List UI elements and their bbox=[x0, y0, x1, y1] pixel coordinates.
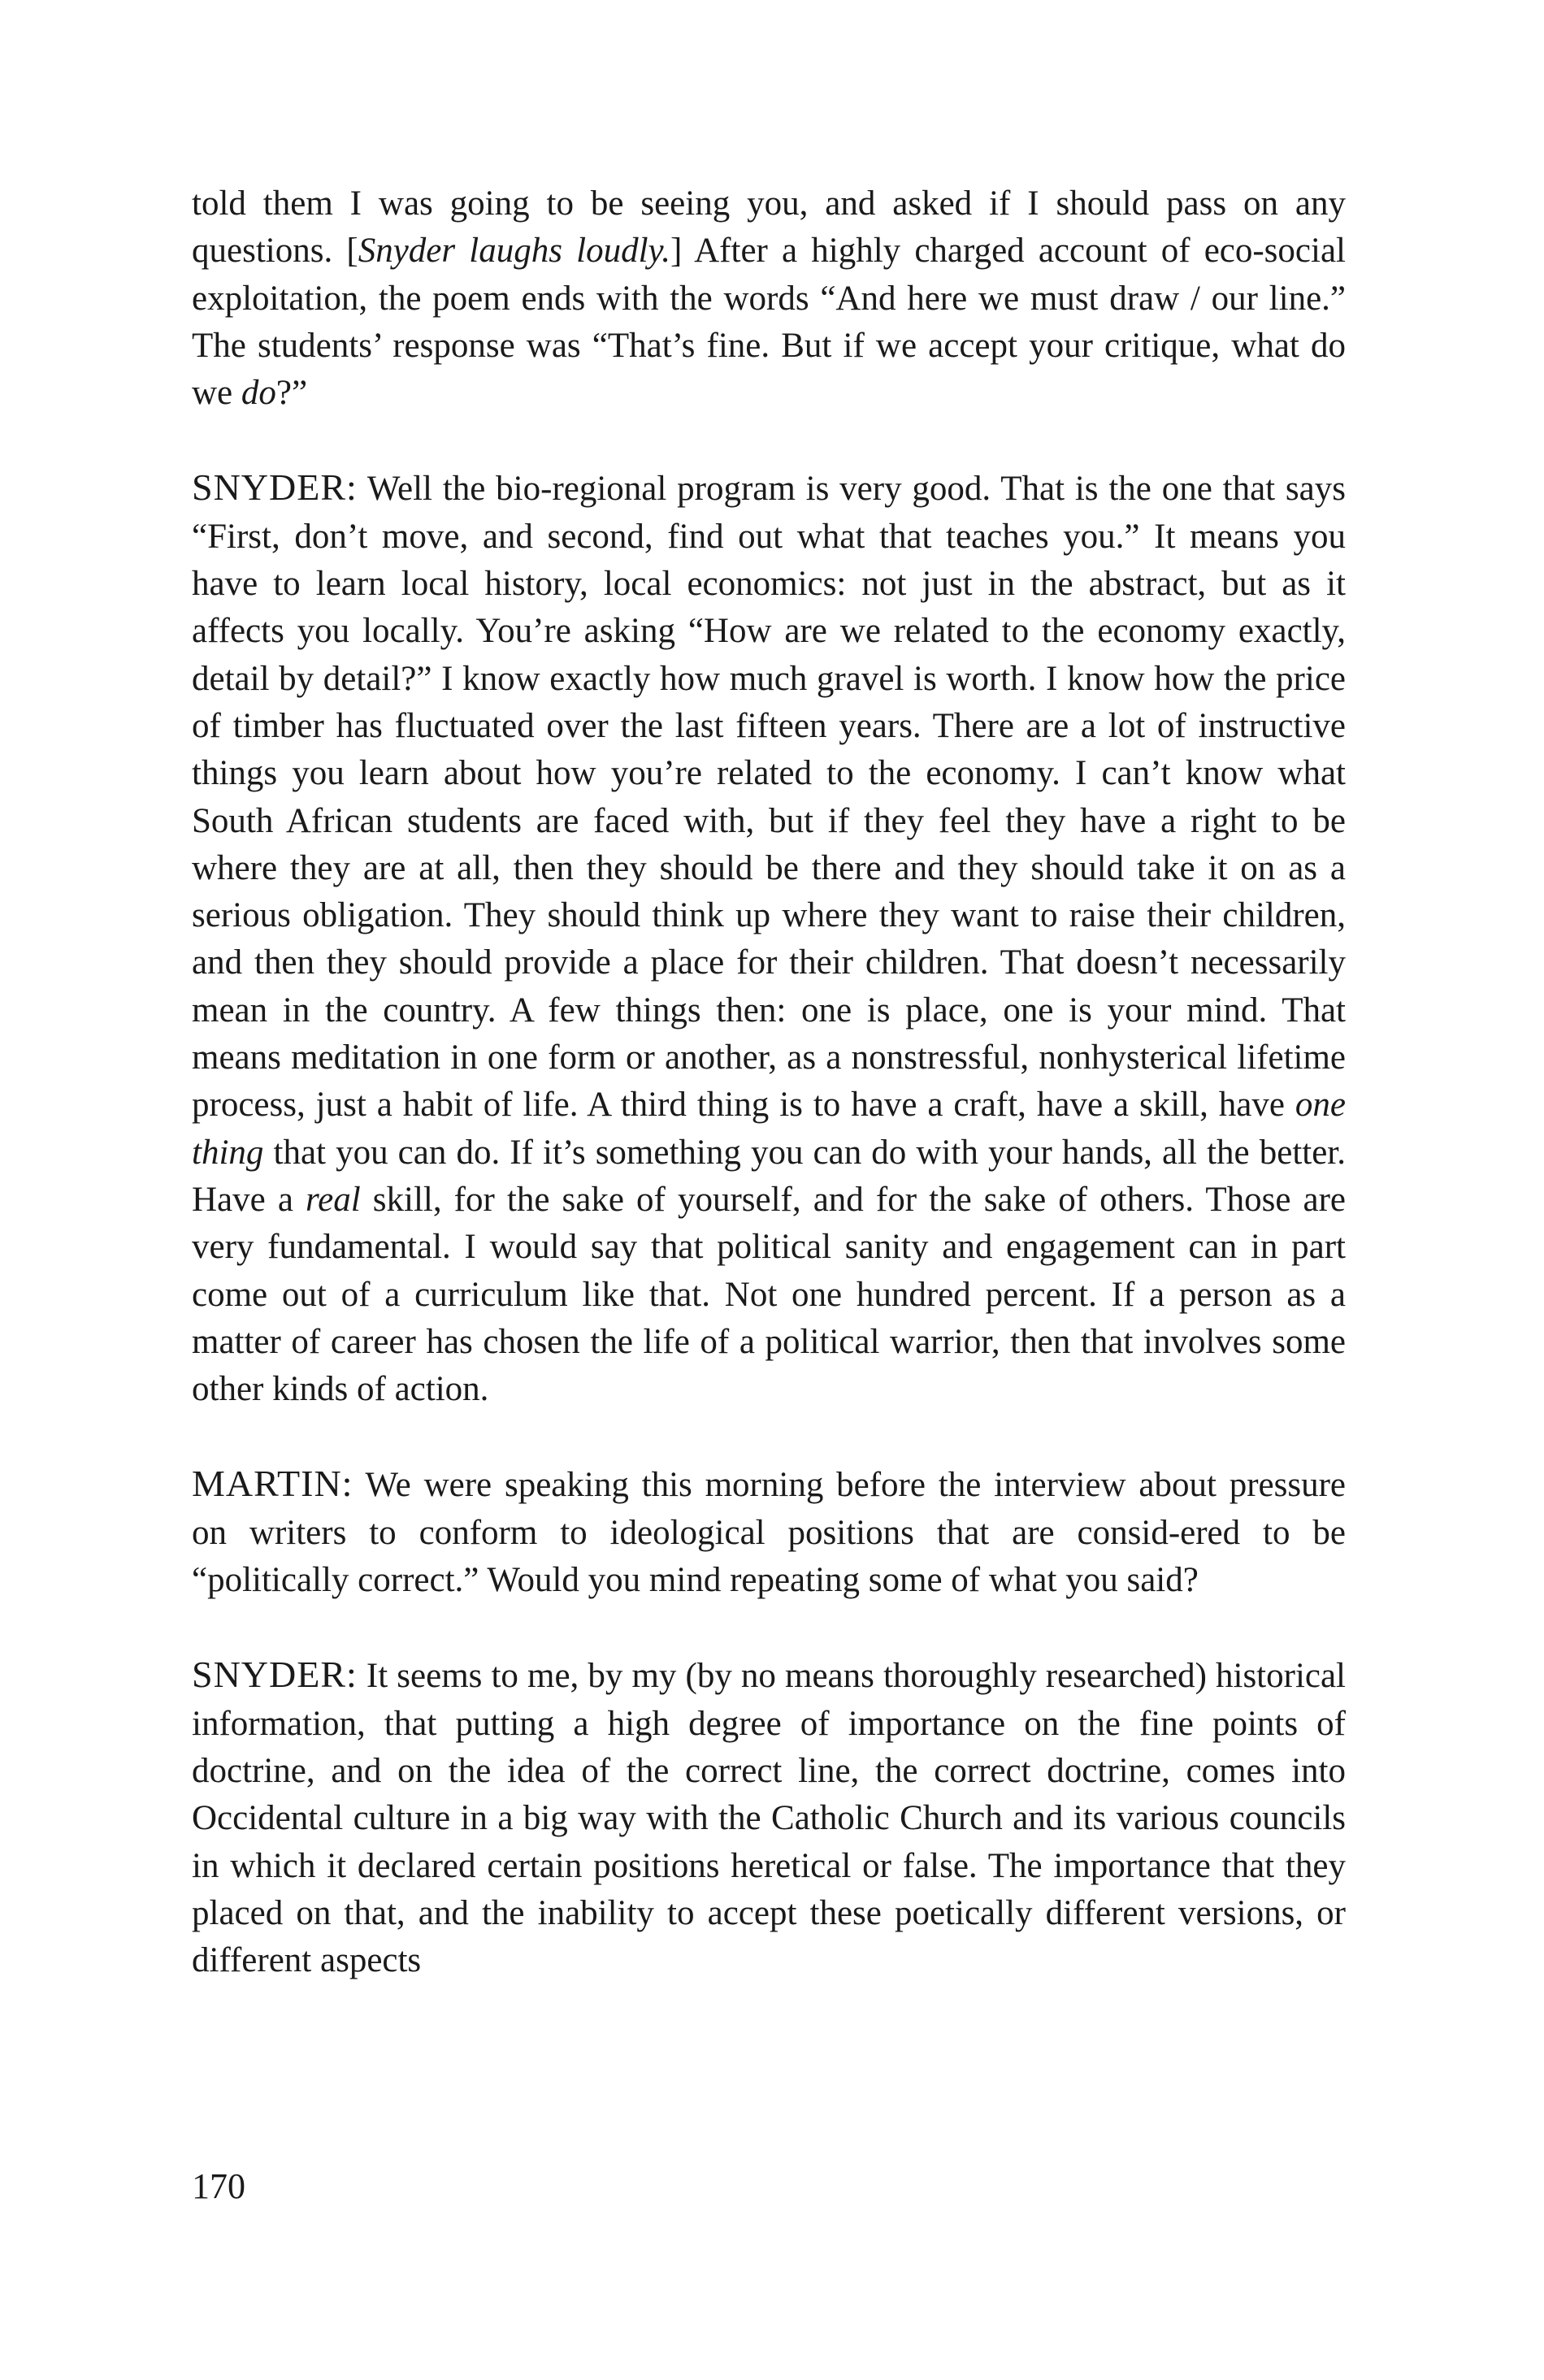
text-segment: Well the bio-regional program is very good. That is the one that says “First, don’t move, and second, find out what that teaches you.” It means you have to learn local history, local economics: not just in the abstract, but as it affects you locally. You’re asking “How are we related to the economy exactly, detail by detail?” I know exactly how much gravel is worth. I know how the price of timber has fluctuated over the last fifteen years. There are a lot of instructive things you learn about how you’re related to the economy. I can’t know what South African students are faced with, but if they feel they have a right to be where they are at all, then they should be there and they should take it on as a serious obligation. They should think up where they want to raise their children, and then they should provide a place for their children. That doesn’t necessarily mean in the country. A few things then: one is place, one is your mind. That means meditation in one form or another, as a nonstressful, nonhysterical lifetime process, just a habit of life. A third thing is to have a craft, have a skill, have bbox=[192, 470, 1346, 1125]
paragraph-2 bbox=[192, 464, 1346, 1413]
text-segment: It seems to me, by my (by no means thoroughly researched) historical information, that putting a high degree of importance on the fine points of doctrine, and on the idea of the correct line, the correct doctrine, comes into Occidental culture in a big way with the Catholic Church and its various councils in which it declared certain positions heretical or false. The importance that they placed on that, and the inability to accept these poetically different versions, or different aspects bbox=[192, 1657, 1347, 1980]
emphasis: real bbox=[306, 1180, 361, 1219]
page-body bbox=[192, 180, 1346, 1984]
stage-direction: Snyder laughs loudly. bbox=[358, 232, 670, 271]
page-number: 170 bbox=[192, 2166, 245, 2206]
text-segment: ] After a highly charged account of eco-social exploitation, the poem ends with the words “And here we must draw / our line.” The students’ response was “That’s fine. But if we accept your critique, what do we bbox=[192, 232, 1346, 413]
text-segment: skill, for the sake of yourself, and for the sake of others. Those are very fundamental. I would say that political sanity and engagement can in part come out of a curriculum like that. Not one hundred percent. If a person as a matter of career has chosen the life of a political warrior, then that involves some other kinds of action. bbox=[192, 1180, 1346, 1409]
paragraph-3 bbox=[192, 1460, 1346, 1604]
paragraph-1 bbox=[192, 180, 1346, 417]
speaker-label: SNYDER: bbox=[192, 466, 358, 509]
paragraph-4 bbox=[192, 1651, 1346, 1984]
text-segment: that you can do. If it’s something you can do with your hands, all the better. Have a bbox=[192, 1133, 1346, 1219]
text-segment: told them I was going to be seeing you, and asked if I should pass on any questions. [ bbox=[192, 184, 1346, 271]
speaker-label: SNYDER: bbox=[192, 1654, 358, 1696]
emphasis: do bbox=[241, 374, 276, 413]
text-segment: We were speaking this morning before the interview about pressure on writers to conform to ideological positions that are consid-ered to be “politically correct.” Would you mind repeating some of what you said? bbox=[192, 1466, 1346, 1600]
emphasis: one thing bbox=[192, 1086, 1346, 1172]
speaker-label: MARTIN: bbox=[192, 1463, 353, 1505]
text-segment: ?” bbox=[275, 374, 308, 413]
